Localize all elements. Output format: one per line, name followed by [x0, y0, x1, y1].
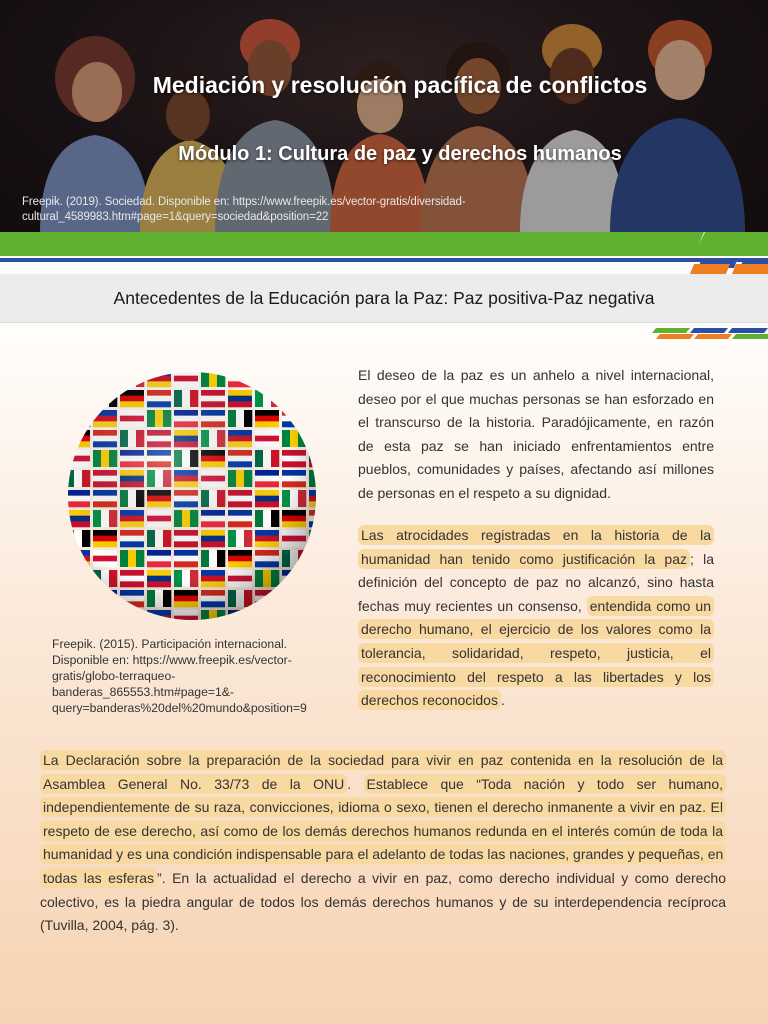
highlighted-text: La Declaración sobre la preparación de la sociedad para vivir en paz contenida en la resolución de la Asamblea General No. 33/73 de la ONU [40, 750, 726, 794]
banner-image-credit: Freepik. (2019). Sociedad. Disponible en: https://www.freepik.es/vector-gratis/diversidad-cultural_4589983.htm#page=1&query=sociedad&position=22 [22, 196, 466, 223]
figure-credit: Freepik. (2015). Participación internacional. Disponible en: https://www.freepik.es/vector-gratis/globo-terraqueo-banderas_865553.htm#page=1&-query=banderas%20del%20mundo&position=9 [52, 637, 307, 715]
decorative-stripes [0, 232, 768, 274]
header-banner [0, 0, 768, 232]
flag-globe-image [66, 370, 318, 622]
highlighted-text: Establece que “Toda nación y todo ser humano, independientemente de su raza, convicciones, idioma o sexo, tienen el derecho inmanente a vivir en paz. El respeto de ese derecho, así como de los demás derechos humanos redunda en el interés común de toda la humanidad y es una condición indispensable para el adelanto de todas las naciones, grandes y pequeñas, en todas las esferas [40, 774, 726, 888]
course-title: Mediación y resolución pacífica de conflictos [152, 72, 648, 98]
highlighted-text: Las atrocidades registradas en la historia de la humanidad han tenido como justificación la paz [358, 525, 714, 569]
paragraph-declaration: La Declaración sobre la preparación de la sociedad para vivir en paz contenida en la resolución de la Asamblea General No. 33/73 de la ONU . Establece que “Toda nación y todo ser humano, independientemente de su raza, convicciones, idioma o sexo, tienen el derecho inmanente a vivir en paz. El respeto de ese derecho, así como de los demás derechos humanos redunda en el interés común de toda la humanidad y es una condición indispensable para el adelanto de todas las naciones, grandes y pequeñas, en todas las esferas ”. En la actualidad el derecho a vivir en paz, como derecho individual y como derecho colectivo, es la piedra angular de todos los demás derechos humanos y de su interdependencia recíproca (Tuvilla, 2004, pág. 3). [40, 752, 726, 934]
paragraph-atrocities: Las atrocidades registradas en la historia de la humanidad han tenido como justificación la paz ; la definición del concepto de paz no alcanzó, sino hasta fechas muy recientes un consenso, entendida como un derecho humano, el ejercicio de los valores como la tolerancia, solidaridad, respeto, justicia, el reconocimiento del respeto a las libertades y los derechos reconocidos . [358, 527, 714, 709]
module-subtitle: Módulo 1: Cultura de paz y derechos humanos [178, 143, 622, 165]
highlighted-text: entendida como un derecho humano, el ejercicio de los valores como la tolerancia, solidaridad, respeto, justicia, el reconocimiento del respeto a las libertades y los derechos reconocidos [358, 596, 714, 710]
section-header-bar [0, 274, 768, 323]
section-title: Antecedentes de la Educación para la Paz: Paz positiva-Paz negativa [113, 288, 655, 308]
paragraph-intro: El deseo de la paz es un anhelo a nivel internacional, deseo por el que muchas personas se han esforzado en el transcurso de la historia. Paradójicamente, en razón de esta paz se han iniciado enfrentamientos entre pueblos, comunidades y países, afectando así millones de personas en el respeto a su dignidad. [358, 367, 714, 501]
decorative-corner-stripes [0, 328, 768, 340]
